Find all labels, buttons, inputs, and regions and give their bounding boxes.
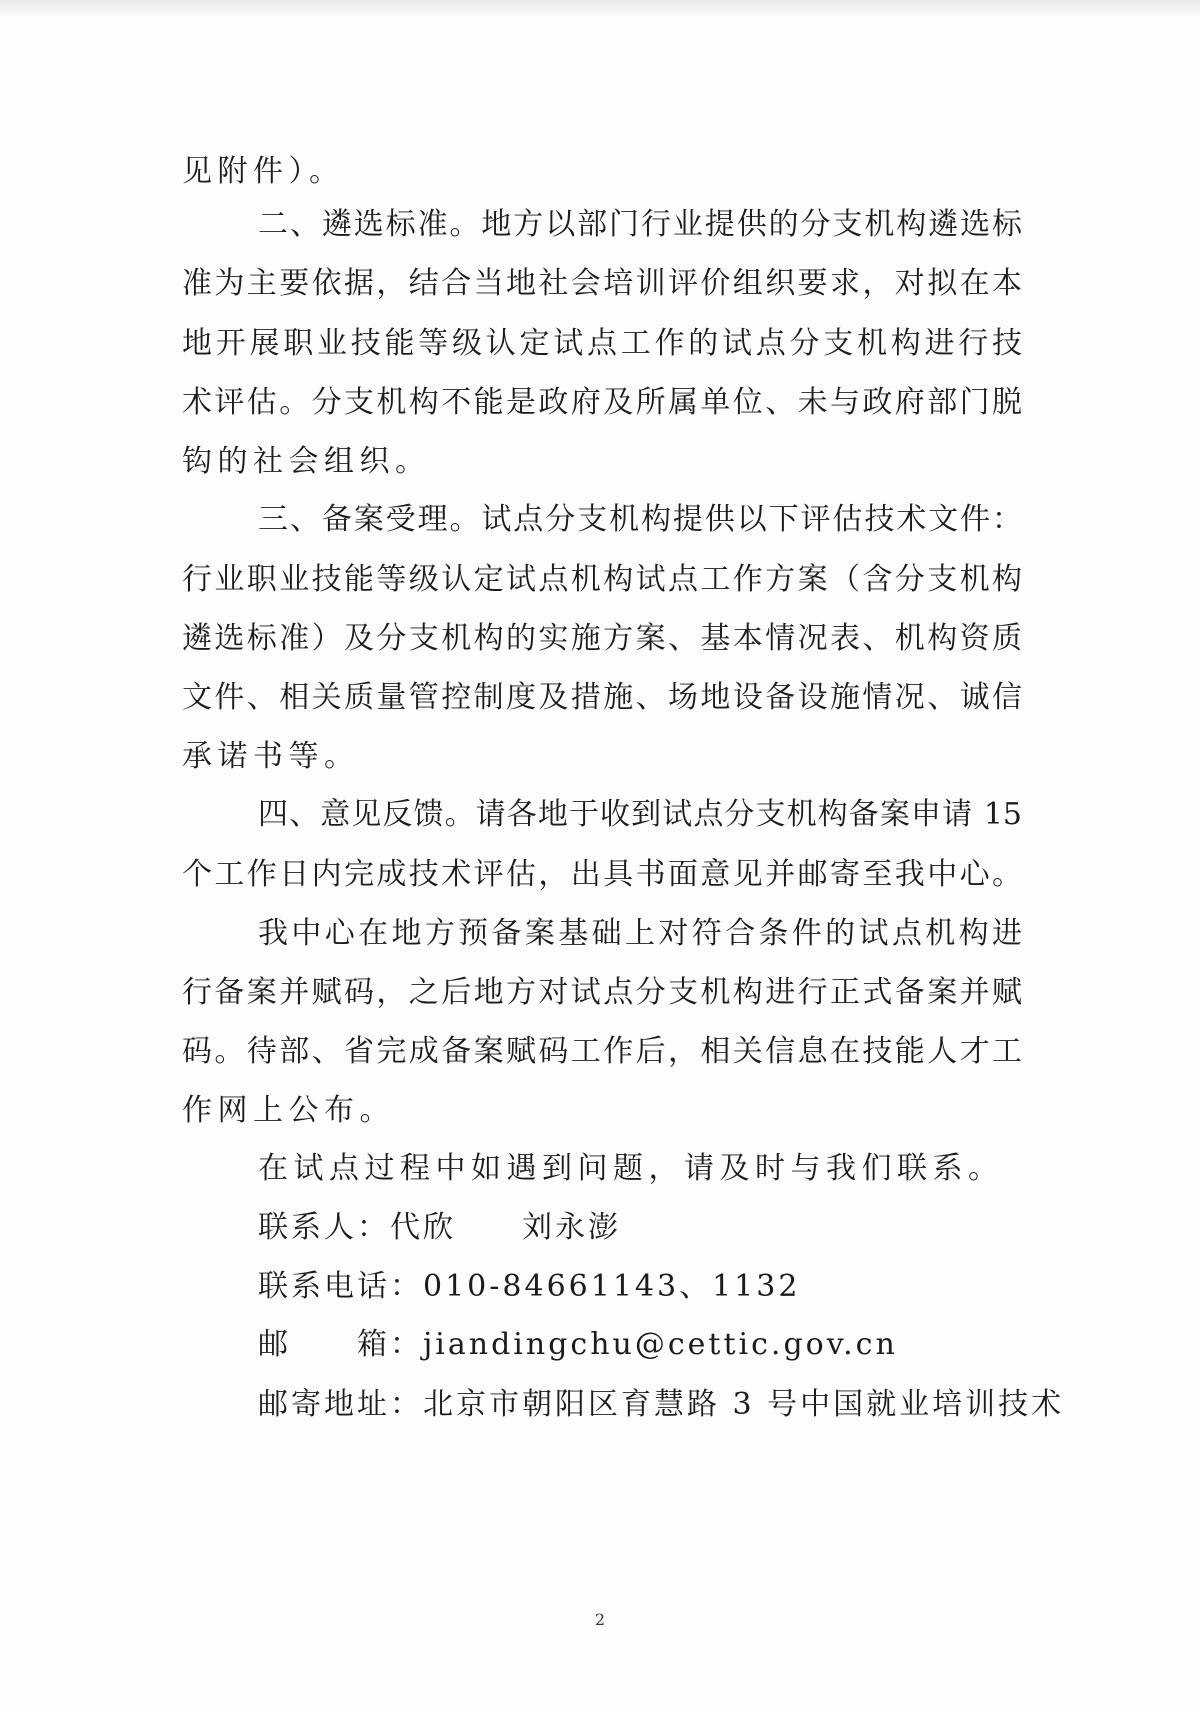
- paragraph-2-line: 术评估。分支机构不能是政府及所属单位、未与政府部门脱: [182, 385, 1022, 420]
- paragraph-2-line: 准为主要依据，结合当地社会培训评价组织要求，对拟在本: [182, 266, 1022, 301]
- paragraph-4-line: 四、意见反馈。请各地于收到试点分支机构备案申请 15: [258, 797, 1022, 832]
- body-line: 见附件）。: [182, 154, 345, 189]
- contact-address: 邮寄地址：北京市朝阳区育慧路 3 号中国就业培训技术: [258, 1387, 1065, 1422]
- paragraph-4-line: 个工作日内完成技术评估，出具书面意见并邮寄至我中心。: [182, 857, 1022, 892]
- contact-intro: 在试点过程中如遇到问题，请及时与我们联系。: [258, 1151, 1004, 1186]
- contact-email: 邮 箱：jiandingchu@cettic.gov.cn: [258, 1327, 898, 1362]
- paragraph-2-line: 二、遴选标准。地方以部门行业提供的分支机构遴选标: [258, 207, 1022, 242]
- contact-phone: 联系电话：010-84661143、1132: [258, 1269, 801, 1304]
- paragraph-3-line: 文件、相关质量管控制度及措施、场地设备设施情况、诚信: [182, 680, 1022, 715]
- paragraph-2-line: 钩的社会组织。: [182, 444, 431, 479]
- paragraph-3-line: 遴选标准）及分支机构的实施方案、基本情况表、机构资质: [182, 621, 1022, 656]
- paragraph-5-line: 我中心在地方预备案基础上对符合条件的试点机构进: [258, 916, 1022, 951]
- paragraph-2-line: 地开展职业技能等级认定试点工作的试点分支机构进行技: [182, 326, 1022, 361]
- scan-edge: [0, 0, 1200, 18]
- paragraph-5-line: 作网上公布。: [182, 1093, 395, 1128]
- contact-person: 联系人：代欣 刘永澎: [258, 1210, 621, 1245]
- paragraph-5-line: 码。待部、省完成备案赋码工作后，相关信息在技能人才工: [182, 1034, 1022, 1069]
- page-number: 2: [594, 1610, 606, 1629]
- paragraph-3-line: 三、备案受理。试点分支机构提供以下评估技术文件：: [258, 502, 1022, 537]
- paragraph-3-line: 行业职业技能等级认定试点机构试点工作方案（含分支机构: [182, 562, 1022, 597]
- paragraph-3-line: 承诺书等。: [182, 739, 360, 774]
- paragraph-5-line: 行备案并赋码，之后地方对试点分支机构进行正式备案并赋: [182, 975, 1022, 1010]
